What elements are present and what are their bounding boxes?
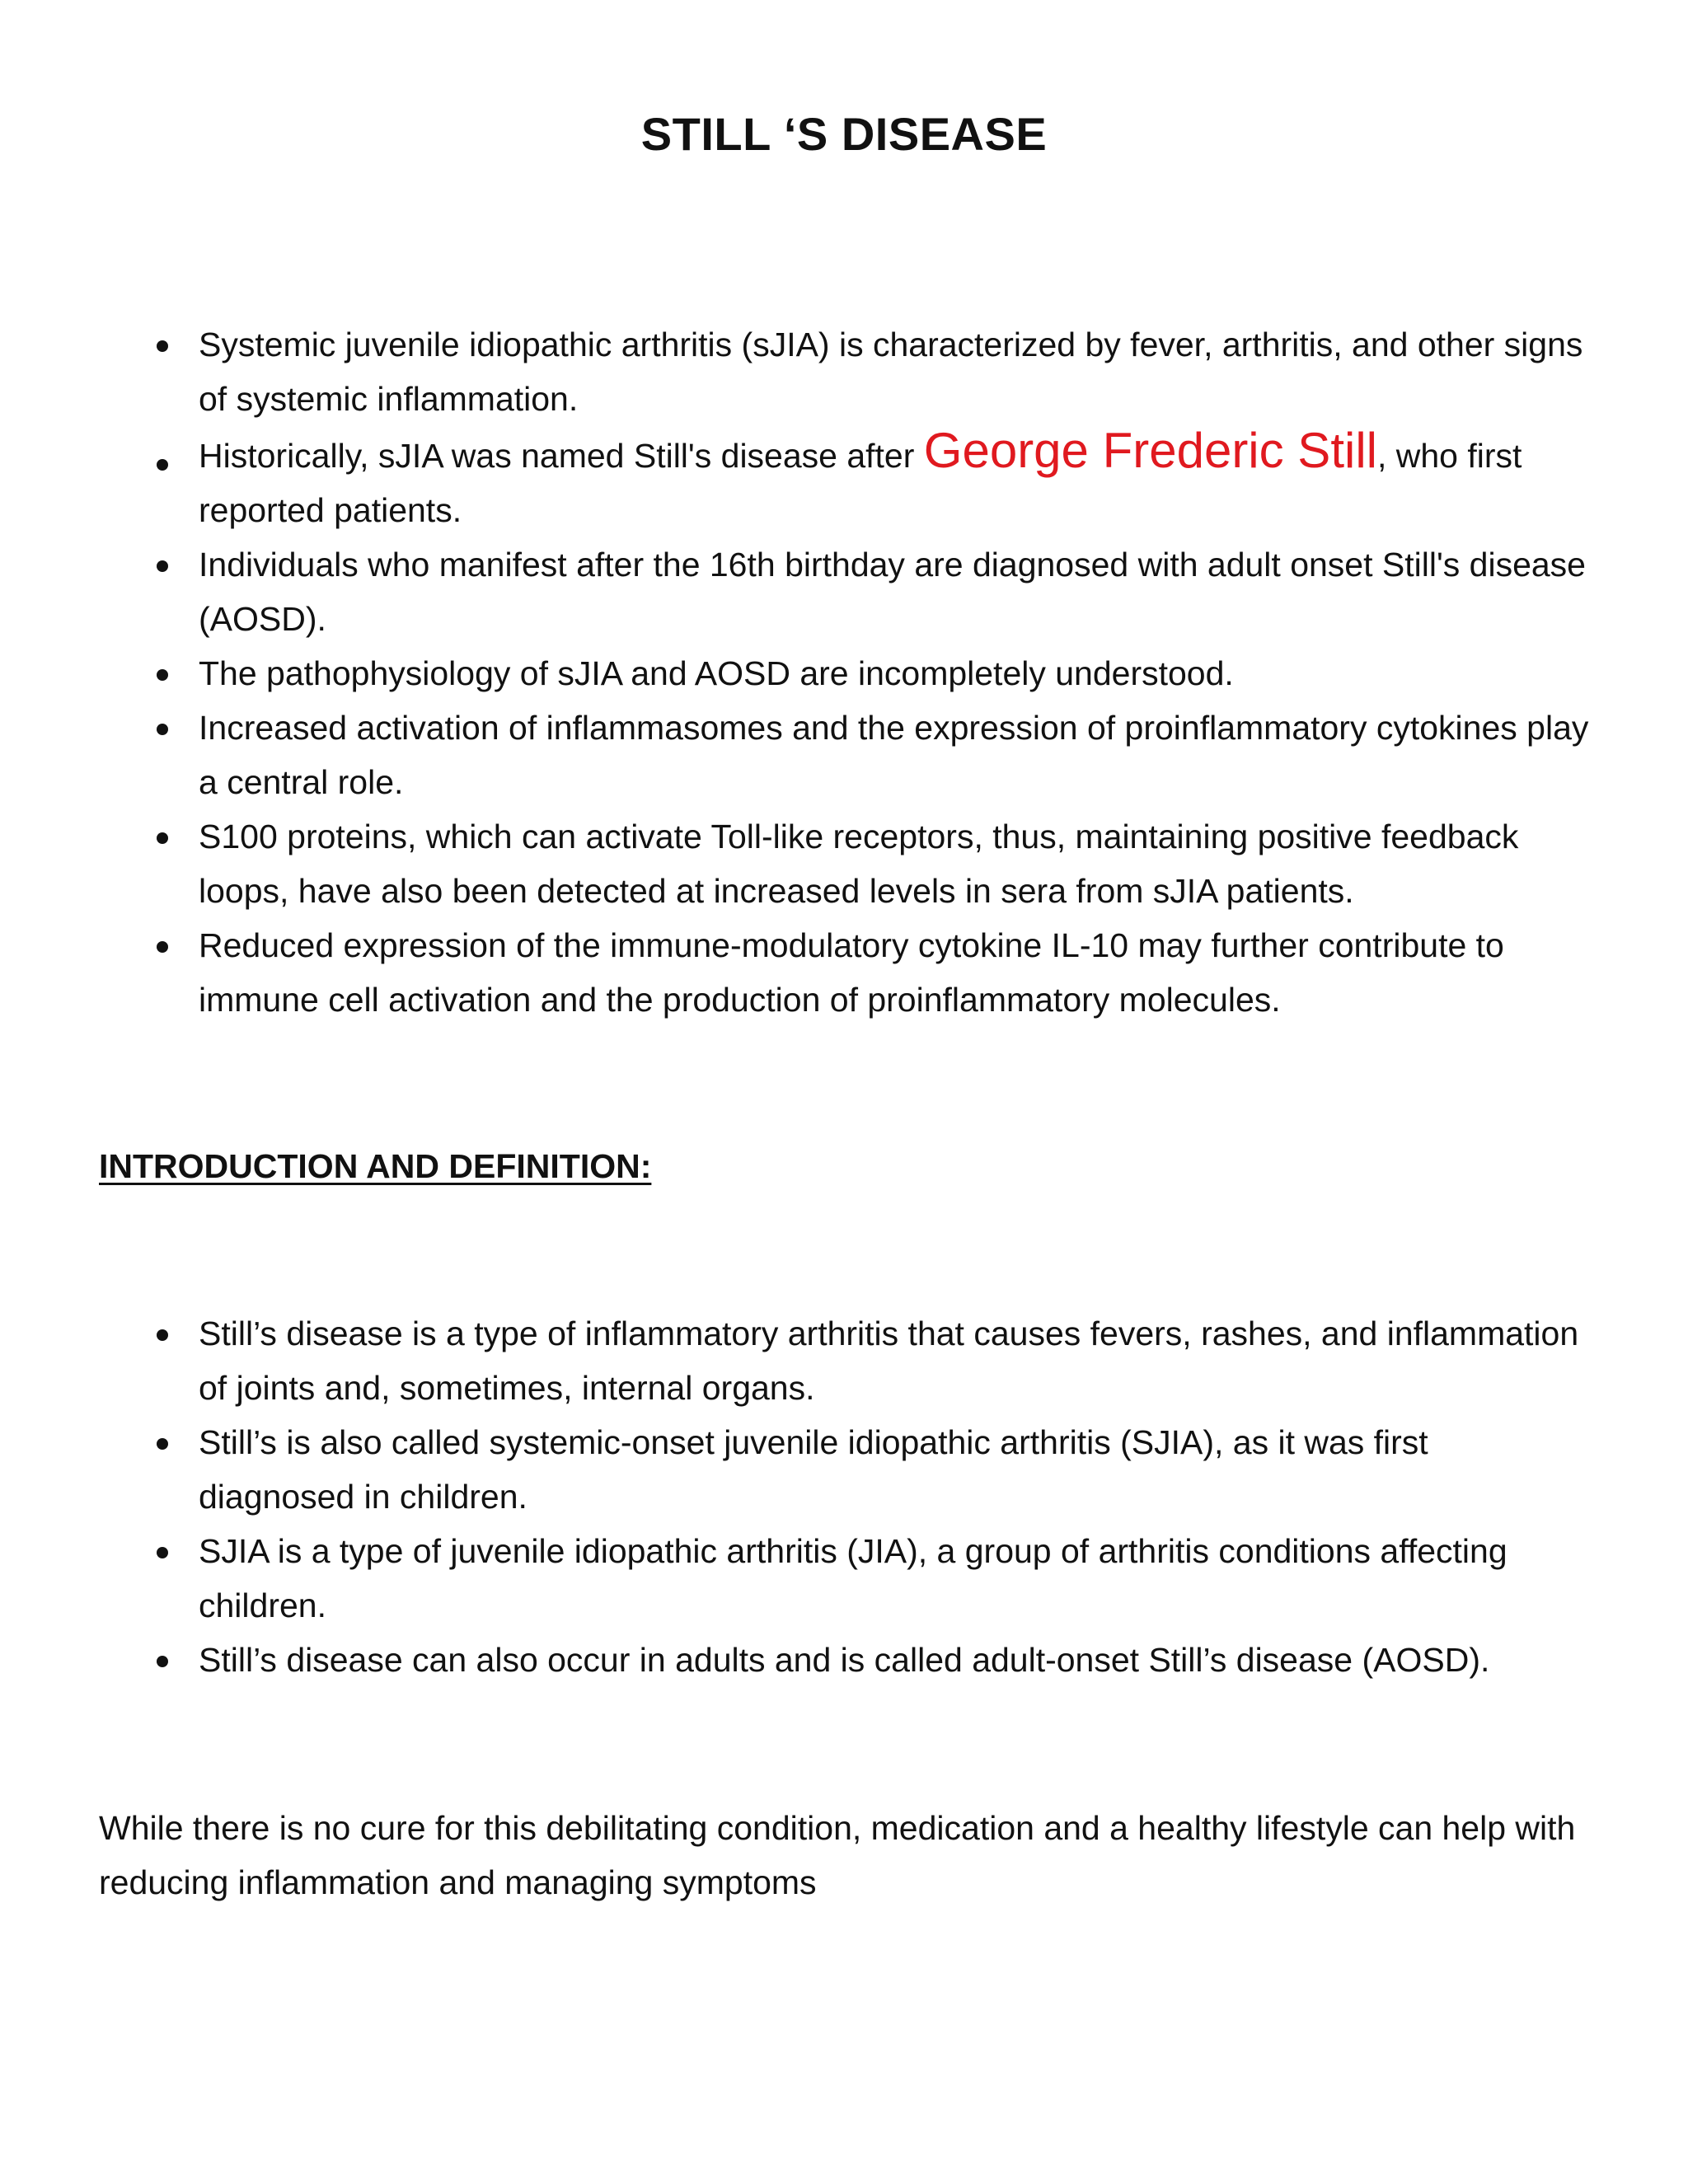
list-item-text: Increased activation of inflammasomes and the expression of proinflammatory cytokines play a central role. [199,709,1589,801]
bullet-icon [157,669,168,681]
list-item-text: S100 proteins, which can activate Toll-like receptors, thus, maintaining positive feedback loops, have also been detected at increased levels in sera from sJIA patients. [199,818,1519,910]
page-title: STILL ‘S DISEASE [640,108,1048,160]
bullet-icon [157,832,168,844]
introduction-list [0,1306,1688,1687]
closing-paragraph: While there is no cure for this debilitating condition, medication and a healthy lifestyle can help with reducing inflammation and managing symptoms [99,1809,1576,1901]
list-item-text: Individuals who manifest after the 16th birthday are diagnosed with adult onset Still's disease (AOSD). [199,546,1586,638]
list-item [0,1415,1688,1524]
bullet-icon [157,1656,168,1667]
overview-list [0,317,1688,1027]
bullet-icon [157,941,168,953]
list-item [0,1524,1688,1633]
bullet-icon [157,340,168,352]
highlighted-name: George Frederic Still [923,423,1377,478]
list-item [0,423,1688,537]
section-heading: INTRODUCTION AND DEFINITION: [99,1147,652,1185]
list-item-text: SJIA is a type of juvenile idiopathic arthritis (JIA), a group of arthritis conditions affecting children. [199,1532,1507,1624]
list-item [0,537,1688,646]
bullet-icon [157,560,168,572]
list-item [0,701,1688,809]
bullet-icon [157,1547,168,1558]
list-item [0,809,1688,918]
list-item [0,918,1688,1027]
list-item-text: Still’s is also called systemic-onset juvenile idiopathic arthritis (SJIA), as it was first diagnosed in children. [199,1423,1428,1516]
list-item-text: Systemic juvenile idiopathic arthritis (sJIA) is characterized by fever, arthritis, and other signs of systemic inflammation. [199,326,1583,418]
list-item [0,646,1688,701]
list-item-text: The pathophysiology of sJIA and AOSD are incompletely understood. [199,654,1234,692]
bullet-icon [157,1438,168,1450]
bullet-icon [157,459,168,471]
list-item [0,1633,1688,1687]
list-item-text: Still’s disease can also occur in adults and is called adult-onset Still’s disease (AOSD). [199,1641,1490,1679]
bullet-icon [157,1329,168,1341]
list-item-text: Still’s disease is a type of inflammatory arthritis that causes fevers, rashes, and inflammation of joints and, sometimes, internal organs. [199,1315,1579,1407]
list-item-text: , who first reported patients. [199,437,1522,529]
bullet-icon [157,724,168,735]
list-item [0,317,1688,426]
list-item-text: Historically, sJIA was named Still's disease after [199,437,924,475]
list-item-text: Reduced expression of the immune-modulatory cytokine IL-10 may further contribute to immune cell activation and the production of proinflammatory molecules. [199,926,1504,1019]
list-item [0,1306,1688,1415]
